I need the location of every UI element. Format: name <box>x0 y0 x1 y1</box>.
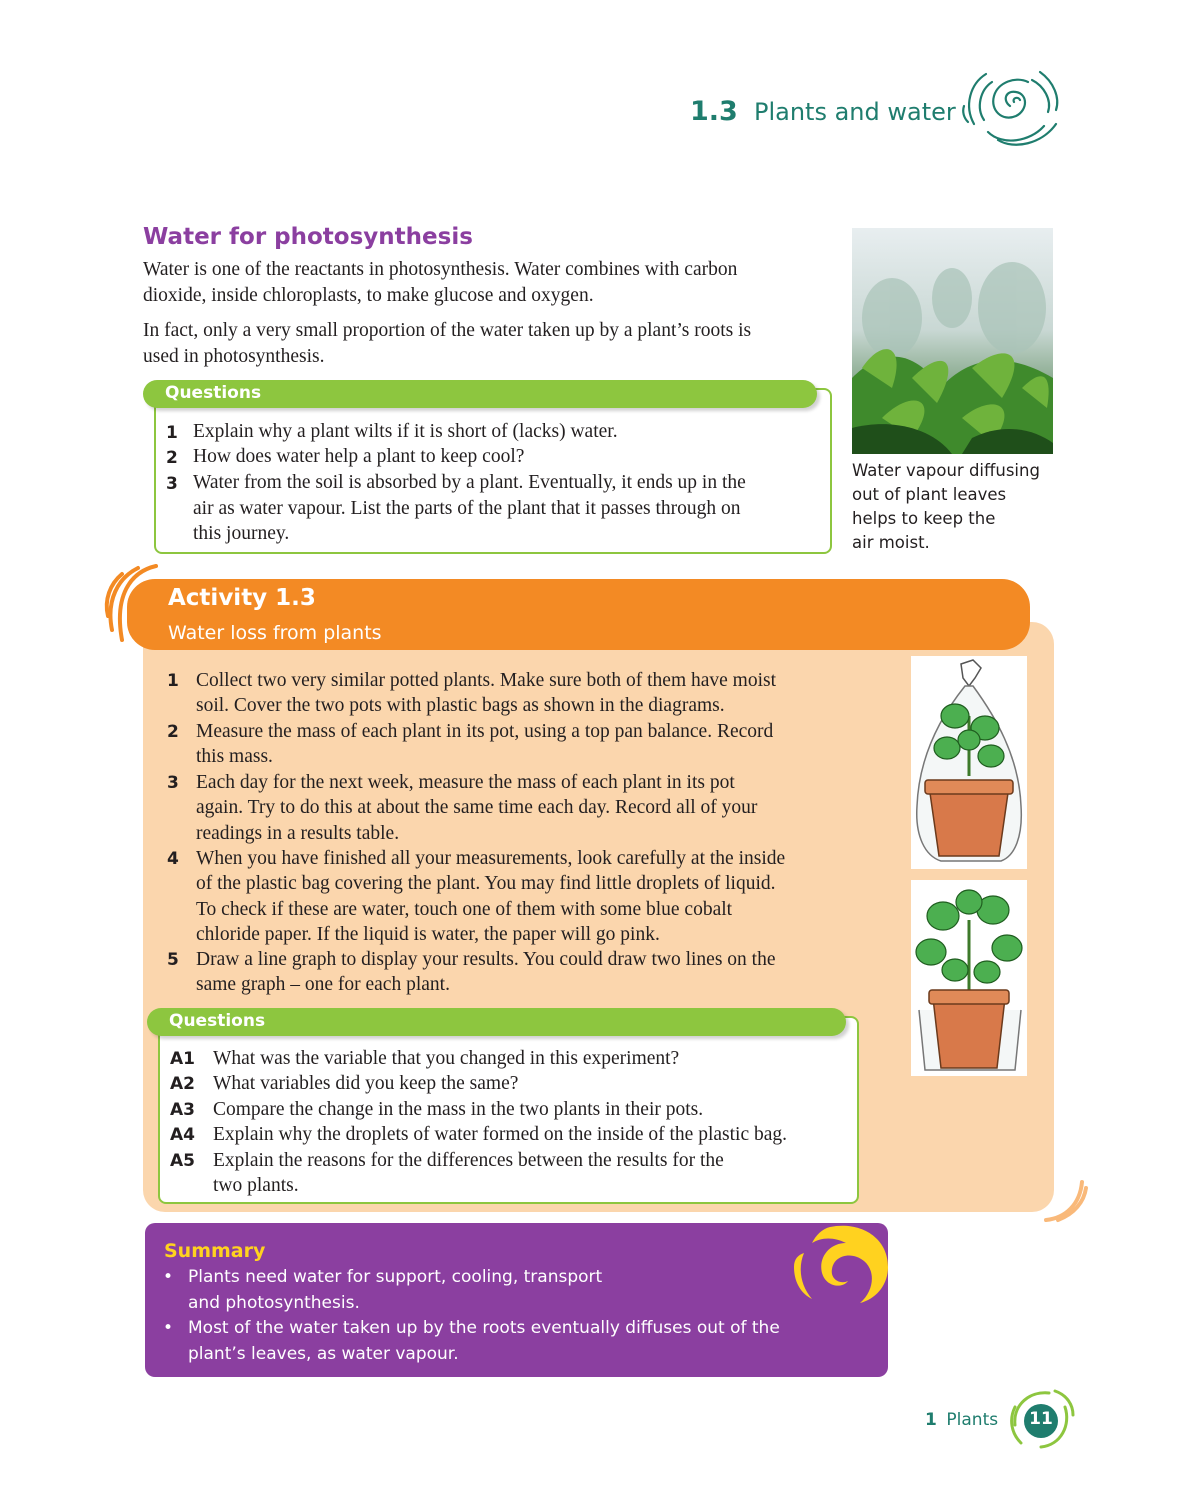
summary-item <box>188 1316 828 1367</box>
question-line: Explain the reasons for the differences between the results for the <box>213 1150 724 1171</box>
bullet-icon: • <box>163 1318 174 1338</box>
question-text <box>213 1148 853 1199</box>
paragraph-line: used in photosynthesis. <box>143 346 325 367</box>
step-text <box>196 770 856 846</box>
caption-line: air moist. <box>852 533 930 552</box>
step-line: soil. Cover the two pots with plastic bags as shown in the diagrams. <box>196 695 725 717</box>
section-title: Plants and water <box>754 98 956 126</box>
paragraph-1 <box>143 257 833 309</box>
summary-item <box>188 1265 828 1316</box>
step-text <box>196 947 856 998</box>
step-line: chloride paper. If the liquid is water, the paper will go pink. <box>196 923 660 945</box>
question-text <box>193 419 618 445</box>
question-line: What variables did you keep the same? <box>213 1073 519 1094</box>
step-text <box>196 668 856 719</box>
photo-caption <box>852 459 1062 555</box>
question-number: 2 <box>166 448 178 468</box>
question-line: two plants. <box>213 1175 299 1197</box>
chapter-number: 1 <box>925 1410 937 1430</box>
question-line: What was the variable that you changed in this experiment? <box>213 1048 680 1069</box>
page-number: 11 <box>1029 1409 1053 1429</box>
step-number: 5 <box>167 950 179 970</box>
step-line: readings in a results table. <box>196 822 400 844</box>
questions-label: Questions <box>169 1011 266 1031</box>
step-text <box>196 846 856 947</box>
section-number: 1.3 <box>690 96 738 127</box>
question-line: Compare the change in the mass in the two plants in their pots. <box>213 1099 704 1120</box>
step-line: again. Try to do this at about the same time each day. Record all of your <box>196 797 758 819</box>
summary-title: Summary <box>164 1240 266 1262</box>
activity-title: Activity 1.3 <box>168 585 316 611</box>
step-number: 4 <box>167 849 179 869</box>
question-text <box>193 470 746 547</box>
step-line: To check if these are water, touch one of them with some blue cobalt <box>196 898 733 920</box>
bagged-plant-illustration <box>911 656 1027 869</box>
chapter-name-text: Plants <box>946 1410 999 1430</box>
step-number: 2 <box>167 722 179 742</box>
summary-line: Plants need water for support, cooling, transport <box>188 1267 603 1287</box>
summary-line: Most of the water taken up by the roots eventually diffuses out of the <box>188 1318 780 1338</box>
step-number: 1 <box>167 671 179 691</box>
step-line: Measure the mass of each plant in its pot, using a top pan balance. Record <box>196 721 774 742</box>
question-text <box>213 1097 853 1122</box>
questions-label: Questions <box>165 383 262 403</box>
question-number: A1 <box>170 1049 195 1069</box>
bullet-icon: • <box>163 1267 174 1287</box>
caption-line: out of plant leaves <box>852 485 1007 504</box>
question-text <box>213 1046 853 1071</box>
step-line: of the plastic bag covering the plant. You may find little droplets of liquid. <box>196 873 776 895</box>
step-line: Each day for the next week, measure the mass of each plant in its pot <box>196 772 735 793</box>
rainforest-photo <box>852 228 1053 454</box>
question-text <box>213 1122 853 1147</box>
summary-line: and photosynthesis. <box>188 1292 360 1313</box>
bagged-plant-illustration <box>911 880 1027 1076</box>
step-text <box>196 719 856 770</box>
step-line: When you have finished all your measurements, look carefully at the inside <box>196 848 786 869</box>
questions-header-bar <box>147 1008 846 1036</box>
paragraph-2 <box>143 318 833 370</box>
step-number: 3 <box>167 773 179 793</box>
summary-line: plant’s leaves, as water vapour. <box>188 1343 459 1364</box>
question-line: Water from the soil is absorbed by a plant. Eventually, it ends up in the <box>193 472 746 493</box>
chapter-name <box>941 1410 998 1430</box>
paragraph-line: In fact, only a very small proportion of the water taken up by a plant’s roots is <box>143 320 752 341</box>
paragraph-line: dioxide, inside chloroplasts, to make glucose and oxygen. <box>143 285 594 306</box>
question-line: Explain why a plant wilts if it is short of (lacks) water. <box>193 421 618 442</box>
question-line: air as water vapour. List the parts of the plant that it passes through on <box>193 497 741 519</box>
questions-header-bar <box>143 380 817 408</box>
question-line: How does water help a plant to keep cool? <box>193 446 525 467</box>
question-number: A2 <box>170 1074 195 1094</box>
section-heading: Water for photosynthesis <box>143 224 473 250</box>
question-text <box>193 444 524 470</box>
step-line: same graph – one for each plant. <box>196 974 450 996</box>
caption-line: helps to keep the <box>852 509 996 528</box>
paragraph-line: Water is one of the reactants in photosynthesis. Water combines with carbon <box>143 259 738 280</box>
question-line: Explain why the droplets of water formed on the inside of the plastic bag. <box>213 1124 788 1145</box>
question-number: A5 <box>170 1151 195 1171</box>
question-number: A4 <box>170 1125 195 1145</box>
question-number: A3 <box>170 1100 195 1120</box>
question-line: this journey. <box>193 523 290 544</box>
activity-arc-icon <box>1040 1178 1090 1224</box>
caption-line: Water vapour diffusing <box>852 461 1040 480</box>
activity-subtitle: Water loss from plants <box>168 622 382 644</box>
question-number: 1 <box>166 423 178 443</box>
step-line: this mass. <box>196 746 273 768</box>
question-number: 3 <box>166 474 178 494</box>
step-line: Collect two very similar potted plants. Make sure both of them have moist <box>196 670 777 691</box>
step-line: Draw a line graph to display your results. You could draw two lines on the <box>196 949 776 970</box>
question-text <box>213 1071 853 1096</box>
swirl-icon <box>958 62 1062 150</box>
